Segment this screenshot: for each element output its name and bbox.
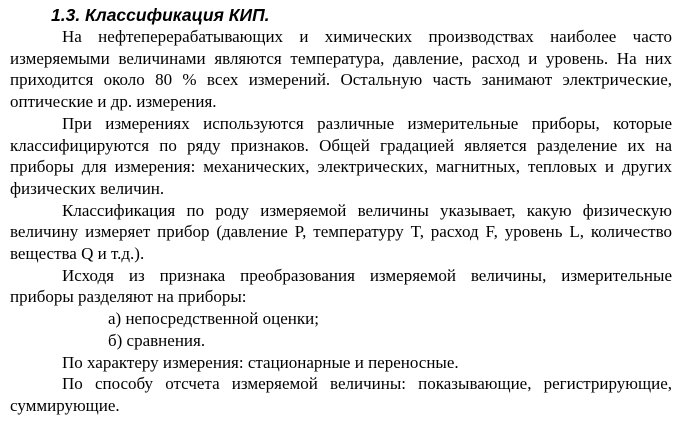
paragraph-reading-method: По способу отсчета измеряемой величины: показывающие, регистрирующие, суммирующие.: [10, 374, 672, 415]
list-item-comparison: б) сравнения.: [108, 330, 206, 350]
document-page: [10, 4, 672, 417]
paragraph-instrument-classification: При измерениях используются различные измерительные приборы, которые классифицируются по ряду признаков. Общей градацией является разделение их на приборы для измерения: механических, электрических, магнитных, тепловых и других физических величин.: [10, 113, 672, 198]
paragraph-conversion-principle: Исходя из признака преобразования измеряемой величины, измерительные приборы разделяют на приборы:: [10, 265, 672, 307]
paragraph-quantity-type: Классификация по роду измеряемой величины указывает, какую физическую величину измеряет прибор (давление P, температуру T, расход F, уровень L, количество вещества Q и т.д.).: [10, 200, 672, 264]
paragraph-measurement-character: По характеру измерения: стационарные и переносные.: [62, 352, 459, 372]
list-item-direct-evaluation: а) непосредственной оценки;: [108, 309, 319, 329]
paragraph-measured-quantities: На нефтеперерабатывающих и химических производствах наиболее часто измеряемыми величинами являются температура, давление, расход и уровень. На них приходится около 80 % всех измерений. Остальную часть занимают электрические, оптические и др. измерения.: [10, 27, 672, 112]
section-heading: 1.3. Классификация КИП.: [51, 5, 270, 25]
